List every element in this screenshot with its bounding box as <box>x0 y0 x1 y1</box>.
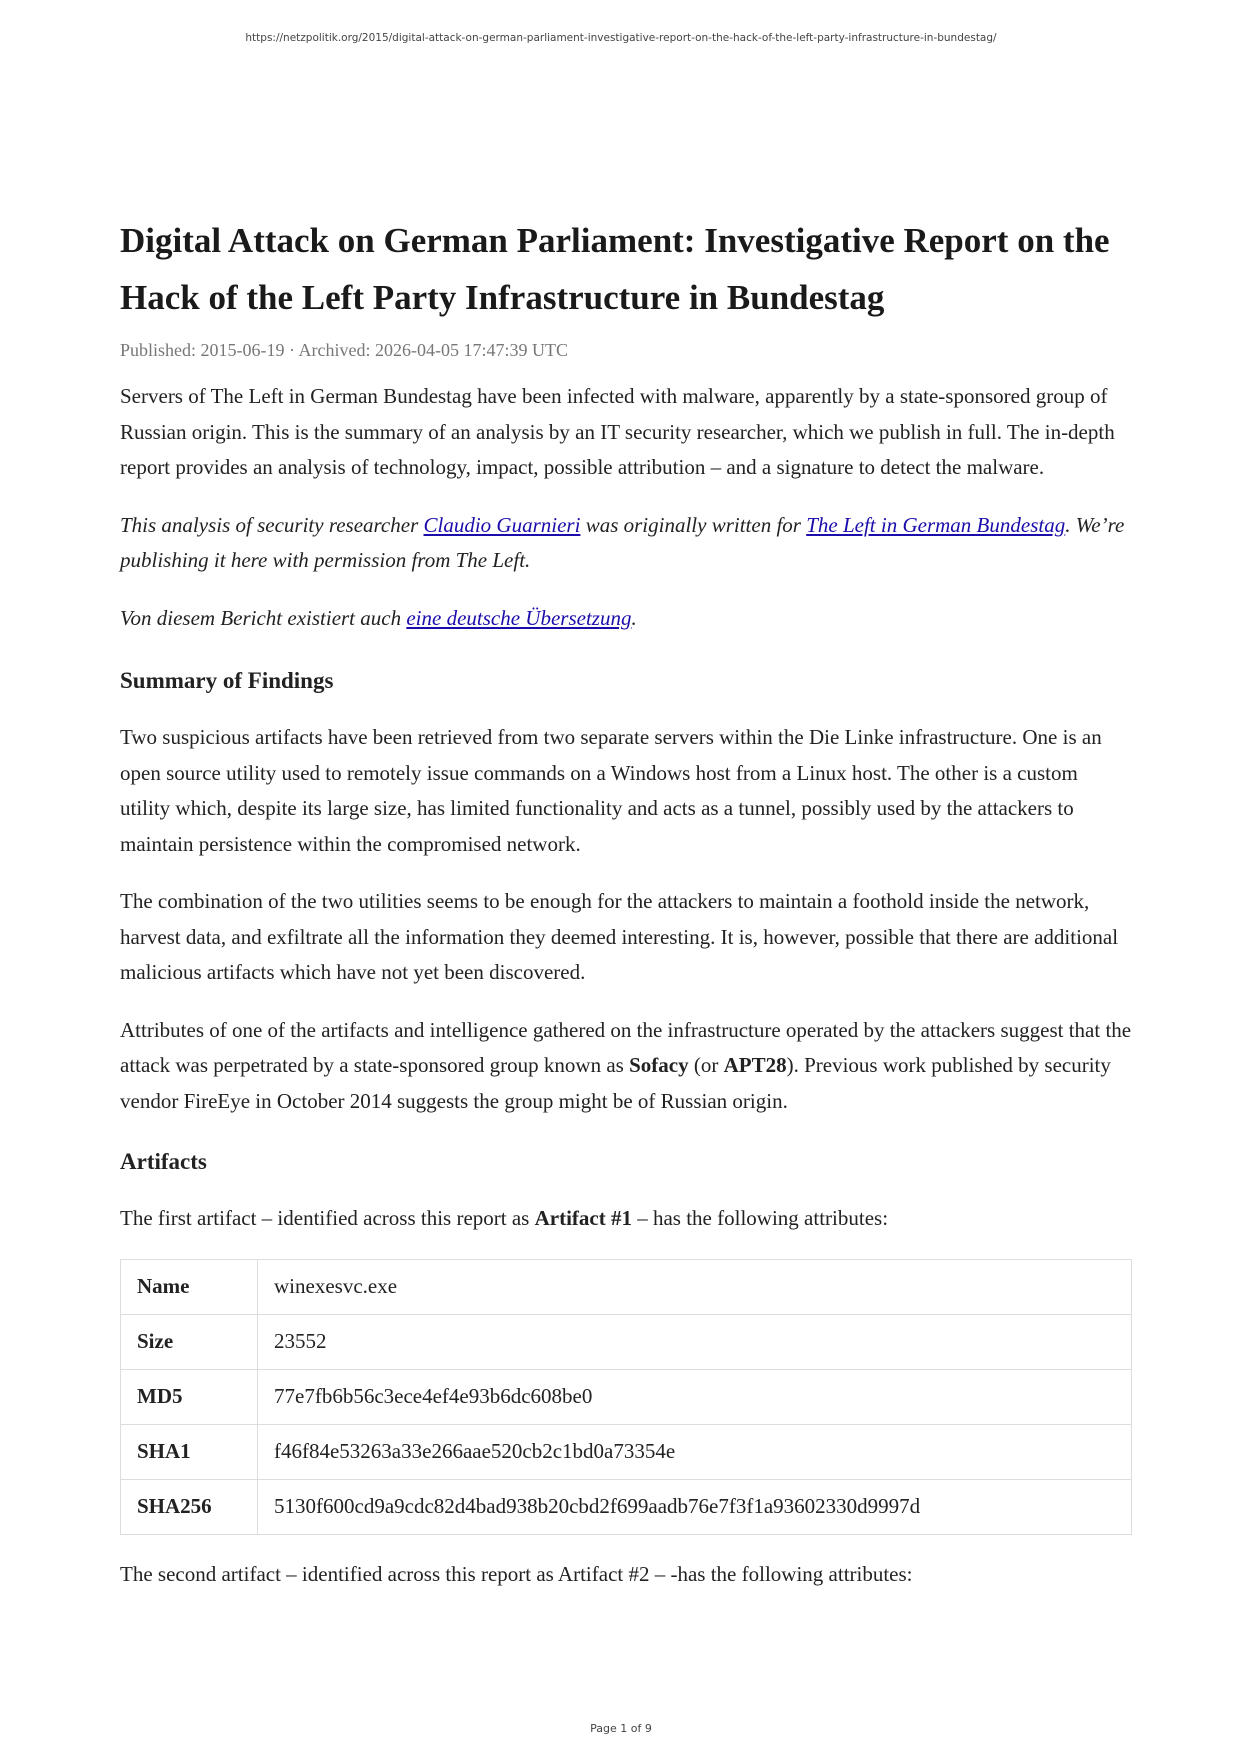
table-row <box>121 1369 1132 1424</box>
table-row <box>121 1479 1132 1534</box>
translation-link[interactable]: eine deutsche Übersetzung <box>406 605 632 630</box>
table-row <box>121 1314 1132 1369</box>
artifact-table <box>120 1259 1132 1535</box>
attr-value: winexesvc.exe <box>258 1259 1132 1314</box>
text: Attributes of one of the artifacts and intelligence gathered on the infrastructure operated by the attackers suggest that the attack was perpetrated by a state-sponsored group known as <box>120 1017 1132 1077</box>
text: . <box>631 605 637 630</box>
text: (or <box>688 1053 724 1077</box>
paragraph: Two suspicious artifacts have been retrieved from two separate servers within the Die Linke infrastructure. One is an open source utility used to remotely issue commands on a Windows host from a Linux host. The other is a custom utility which, despite its large size, has limited functionality and acts as a tunnel, possibly used by the attackers to maintain persistence within the compromised network. <box>120 725 1102 856</box>
heading-artifacts: Artifacts <box>120 1149 207 1174</box>
left-party-link[interactable]: The Left in German Bundestag <box>806 512 1066 537</box>
attr-key: Name <box>121 1259 258 1314</box>
translation-note <box>120 601 1132 637</box>
paragraph <box>120 1013 1132 1120</box>
attr-key: SHA1 <box>121 1424 258 1479</box>
attr-key: SHA256 <box>121 1479 258 1534</box>
text: . We’re publishing it here with permission from The Left. <box>120 512 1125 572</box>
text: ). Previous work published by security vendor FireEye in October 2014 suggests the group might be of Russian origin. <box>120 1053 1111 1113</box>
paragraph: The combination of the two utilities seems to be enough for the attackers to maintain a foothold inside the network, harvest data, and exfiltrate all the information they deemed interesting. It is, however, possible that there are additional malicious artifacts which have not yet been discovered. <box>120 889 1119 984</box>
table-row <box>121 1424 1132 1479</box>
text: Von diesem Bericht existiert auch <box>120 605 407 630</box>
paragraph <box>120 1201 1132 1237</box>
attr-value: 5130f600cd9a9cdc82d4bad938b20cbd2f699aadb76e7f3f1a93602330d9997d <box>258 1479 1132 1534</box>
attr-value: 23552 <box>258 1314 1132 1369</box>
text-bold: Artifact #1 <box>534 1206 632 1230</box>
text: – has the following attributes: <box>631 1206 889 1230</box>
page-number: Page 1 of 9 <box>590 1722 652 1735</box>
page-title: Digital Attack on German Parliament: Investigative Report on the Hack of the Left Party Infrastructure in Bundestag <box>120 221 1110 317</box>
source-url: https://netzpolitik.org/2015/digital-attack-on-german-parliament-investigative-report-on-the-hack-of-the-left-party-infrastructure-in-bundestag/ <box>245 32 997 44</box>
text-bold: APT28 <box>723 1053 787 1077</box>
author-link[interactable]: Claudio Guarnieri <box>423 512 581 537</box>
text: was originally written for <box>580 512 807 537</box>
heading-summary: Summary of Findings <box>120 668 334 693</box>
text-bold: Sofacy <box>629 1053 689 1077</box>
attr-value: 77e7fb6b56c3ece4ef4e93b6dc608be0 <box>258 1369 1132 1424</box>
attr-key: MD5 <box>121 1369 258 1424</box>
text: The first artifact – identified across this report as <box>120 1206 535 1230</box>
attr-key: Size <box>121 1314 258 1369</box>
author-note <box>120 508 1132 579</box>
publish-meta: Published: 2015-06-19 · Archived: 2026-04-05 17:47:39 UTC <box>120 340 568 360</box>
attr-value: f46f84e53263a33e266aae520cb2c1bd0a73354e <box>258 1424 1132 1479</box>
text: This analysis of security researcher <box>120 512 424 537</box>
paragraph: The second artifact – identified across this report as Artifact #2 – -has the following attributes: <box>120 1561 913 1586</box>
table-row <box>121 1259 1132 1314</box>
intro-paragraph: Servers of The Left in German Bundestag have been infected with malware, apparently by a state-sponsored group of Russian origin. This is the summary of an analysis by an IT security researcher, which we publish in full. The in-depth report provides an analysis of technology, impact, possible attribution – and a signature to detect the malware. <box>120 384 1115 479</box>
article <box>120 212 1132 1614</box>
